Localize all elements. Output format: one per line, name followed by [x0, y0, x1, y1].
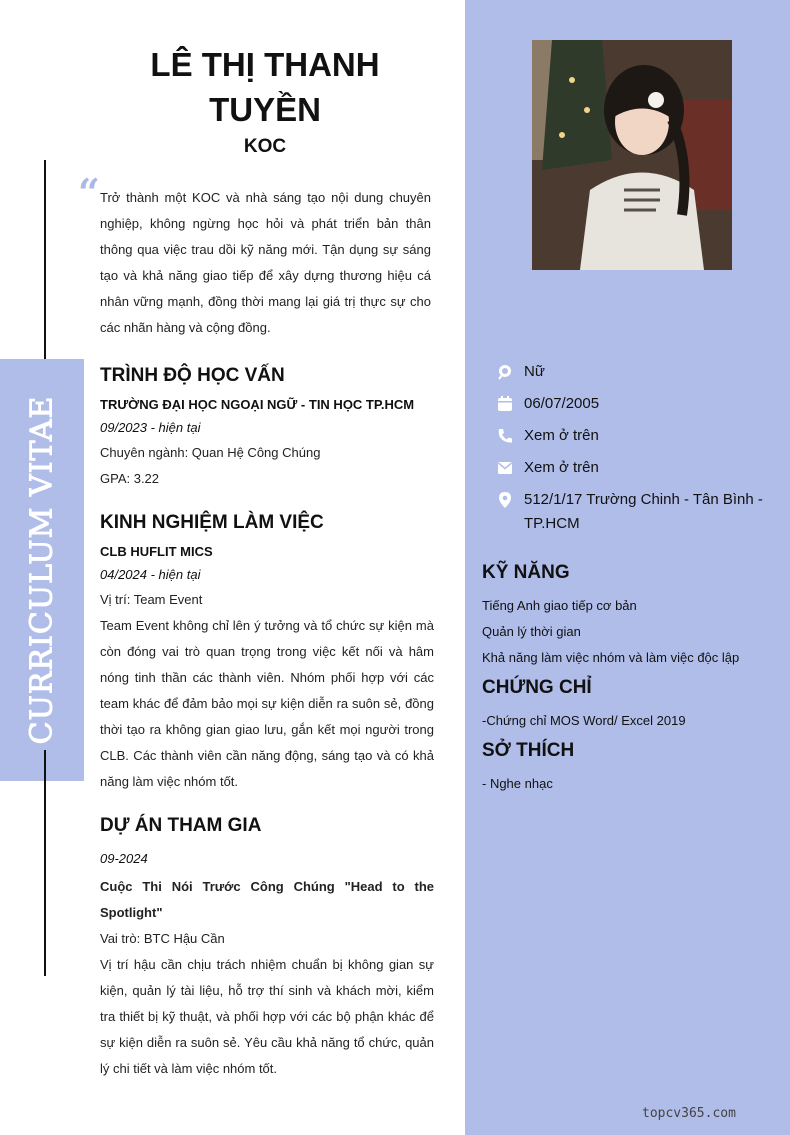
profile-photo — [532, 40, 732, 270]
calendar-icon — [496, 395, 514, 413]
education-date: 09/2023 - hiện tại — [100, 420, 201, 435]
projects-section — [100, 814, 434, 1082]
experience-title: KINH NGHIỆM LÀM VIỆC — [100, 512, 324, 533]
vertical-rule-top — [44, 160, 46, 386]
education-gpa: GPA: 3.22 — [100, 471, 160, 486]
skill-item: Tiếng Anh giao tiếp cơ bản — [482, 598, 637, 613]
contact-phone — [496, 424, 776, 448]
contact-birthday — [496, 392, 776, 416]
experience-org: CLB HUFLIT MICS — [100, 544, 213, 559]
cv-band-text: CURRICULUM VITAE — [24, 395, 60, 745]
person-name: LÊ THỊ THANH TUYỀN — [150, 46, 380, 128]
project-name: Cuộc Thi Nói Trước Công Chúng "Head to the Spotlight" — [100, 879, 434, 920]
school-name: TRƯỜNG ĐẠI HỌC NGOẠI NGỮ - TIN HỌC TP.HCM — [100, 397, 415, 412]
gender-icon — [496, 363, 514, 381]
career-objective: Trở thành một KOC và nhà sáng tạo nội dung chuyên nghiệp, không ngừng học hỏi và phát triển bản thân thông qua việc trau dồi kỹ năng mới. Tận dụng sự sáng tạo và khả năng giao tiếp để xây dựng thương hiệu cá nhân vững mạnh, đồng thời mang lại giá trị thực sự cho các nhãn hàng và cộng đồng. — [100, 190, 431, 335]
cv-side-band — [0, 359, 84, 781]
education-major: Chuyên ngành: Quan Hệ Công Chúng — [100, 445, 321, 460]
education-title: TRÌNH ĐỘ HỌC VẤN — [100, 365, 285, 386]
certificate-item: -Chứng chỉ MOS Word/ Excel 2019 — [482, 713, 686, 728]
job-title: KOC — [243, 136, 287, 157]
contact-info — [496, 360, 776, 544]
contact-address — [496, 488, 776, 536]
hobbies-title: SỞ THÍCH — [482, 740, 575, 761]
gender-text: Nữ — [524, 363, 545, 380]
certificates-section — [482, 676, 777, 734]
hobby-item: - Nghe nhạc — [482, 776, 553, 791]
experience-description: Team Event không chỉ lên ý tưởng và tổ chức sự kiện mà còn đóng vai trò quan trọng trong việc kết nối và hâm nóng tinh thần các thành viên. Nhóm phối hợp với các team khác để đảm bảo mọi sự kiện diễn ra suôn sẻ, đồng thời tạo ra không gian giao lưu, gắn kết mọi người trong CLB. Các thành viên cần năng động, sáng tạo và có khả năng làm việc nhóm tốt. — [100, 618, 434, 789]
email-text: Xem ở trên — [524, 459, 599, 476]
hobbies-section — [482, 739, 777, 797]
project-description: Vị trí hậu cần chịu trách nhiệm chuẩn bị không gian sự kiện, quản lý tài liệu, hỗ trợ thí sinh và khách mời, kiểm tra thiết bị kỹ thuật, và phối hợp với các bộ phận khác để sự kiện diễn ra suôn sẻ. Yêu cầu khả năng tổ chức, quản lý chi tiết và làm việc nhóm tốt. — [100, 957, 434, 1076]
skills-section — [482, 561, 777, 671]
vertical-rule-bottom — [44, 750, 46, 976]
experience-date: 04/2024 - hiện tại — [100, 567, 201, 582]
phone-text: Xem ở trên — [524, 427, 599, 444]
skills-title: KỸ NĂNG — [482, 562, 570, 583]
address-text: 512/1/17 Trường Chinh - Tân Bình - TP.HCM — [524, 491, 763, 532]
experience-section — [100, 511, 434, 795]
experience-position: Vị trí: Team Event — [100, 592, 203, 607]
project-role: Vai trò: BTC Hậu Cần — [100, 931, 225, 946]
email-icon — [496, 459, 514, 477]
projects-title: DỰ ÁN THAM GIA — [100, 815, 262, 836]
watermark: topcv365.com — [642, 1106, 736, 1121]
skill-item: Khả năng làm việc nhóm và làm việc độc lập — [482, 650, 740, 665]
education-section — [100, 364, 434, 492]
project-date: 09-2024 — [100, 851, 148, 866]
contact-gender — [496, 360, 776, 384]
location-pin-icon — [496, 491, 514, 509]
phone-icon — [496, 427, 514, 445]
quote-icon: “ — [78, 170, 100, 215]
skill-item: Quản lý thời gian — [482, 624, 581, 639]
birthday-text: 06/07/2005 — [524, 395, 600, 412]
certificates-title: CHỨNG CHỈ — [482, 677, 592, 698]
contact-email — [496, 456, 776, 480]
